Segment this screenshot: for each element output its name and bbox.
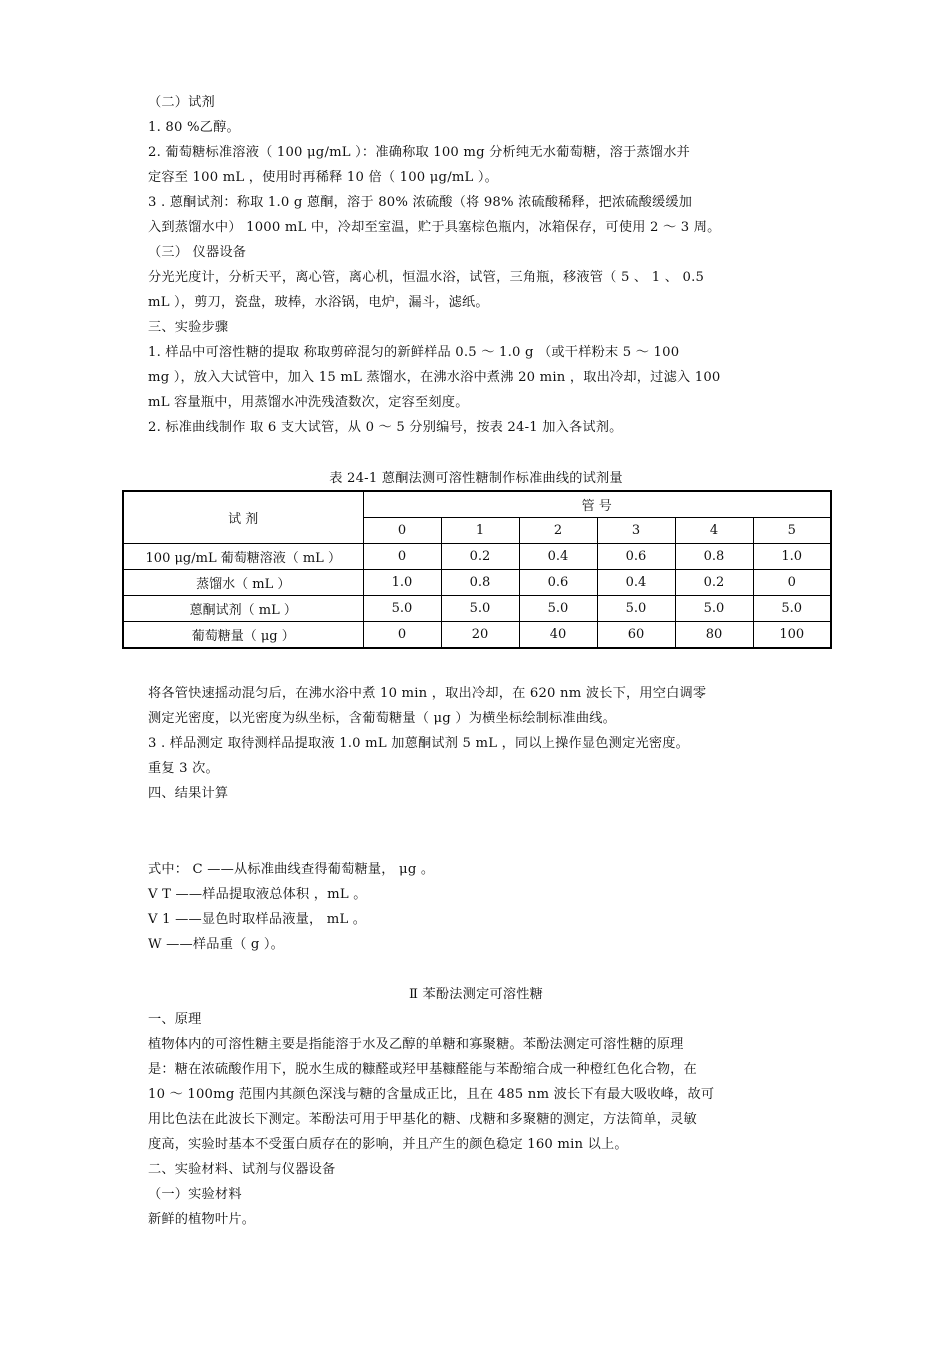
paragraph-line: 是：糖在浓硫酸作用下，脱水生成的糠醛或羟甲基糠醛能与苯酚缩合成一种橙红色化合物，在 — [148, 1062, 697, 1077]
table-cell: 1.0 — [753, 544, 831, 570]
section-title: Ⅱ 苯酚法测定可溶性糖 — [408, 987, 544, 1002]
table-cell: 0.6 — [519, 570, 597, 596]
table-cell: 0 — [753, 570, 831, 596]
tube-number-cell: 4 — [675, 518, 753, 544]
table-row — [123, 596, 831, 622]
row-label: 100 μg/mL 葡萄糖溶液（ mL ） — [123, 544, 363, 570]
table-cell: 5.0 — [753, 596, 831, 622]
paragraph-line: mL 容量瓶中，用蒸馏水冲洗残渣数次，定容至刻度。 — [148, 395, 469, 410]
table-cell: 5.0 — [441, 596, 519, 622]
tube-number-cell: 2 — [519, 518, 597, 544]
subheading-equipment: （三） 仪器设备 — [148, 245, 247, 260]
table-header-row — [123, 491, 831, 518]
table-cell: 0.8 — [675, 544, 753, 570]
paragraph-line: 将各管快速摇动混匀后，在沸水浴中煮 10 min ，取出冷却，在 620 nm 波长下，用空白调零 — [148, 686, 707, 701]
paragraph-line: 植物体内的可溶性糖主要是指能溶于水及乙醇的单糖和寡聚糖。苯酚法测定可溶性糖的原理 — [148, 1037, 684, 1052]
paragraph-line: 1. 样品中可溶性糖的提取 称取剪碎混匀的新鲜样品 0.5 ～ 1.0 g （或干样粉末 5 ～ 100 — [148, 345, 680, 360]
paragraph-line: 用比色法在此波长下测定。苯酚法可用于甲基化的糖、戊糖和多聚糖的测定，方法简单，灵敏 — [148, 1112, 697, 1127]
header-tube-number: 管 号 — [363, 491, 831, 518]
paragraph-line: 10 ～ 100mg 范围内其颜色深浅与糖的含量成正比，且在 485 nm 波长下有最大吸收峰，故可 — [148, 1087, 715, 1102]
section-heading-principle: 一、原理 — [148, 1012, 202, 1027]
paragraph-line: 测定光密度，以光密度为纵坐标，含葡萄糖量（ μg ）为横坐标绘制标准曲线。 — [148, 711, 616, 726]
paragraph-line: mg ），放入大试管中，加入 15 mL 蒸馏水，在沸水浴中煮沸 20 min ，取出冷却，过滤入 100 — [148, 370, 721, 385]
paragraph-line: 新鲜的植物叶片。 — [148, 1212, 256, 1227]
tube-number-cell: 3 — [597, 518, 675, 544]
tube-number-cell: 0 — [363, 518, 441, 544]
table-cell: 0.2 — [675, 570, 753, 596]
table-cell: 80 — [675, 622, 753, 649]
table-cell: 5.0 — [675, 596, 753, 622]
table-cell: 5.0 — [363, 596, 441, 622]
paragraph-line: 入到蒸馏水中） 1000 mL 中，冷却至室温，贮于具塞棕色瓶内，冰箱保存，可使用 2 ～ 3 周。 — [148, 220, 721, 235]
table-cell: 60 — [597, 622, 675, 649]
paragraph-line: 2. 葡萄糖标准溶液（ 100 μg/mL ）：准确称取 100 mg 分析纯无水葡萄糖，溶于蒸馏水并 — [148, 145, 690, 160]
table-cell: 20 — [441, 622, 519, 649]
table-cell: 5.0 — [597, 596, 675, 622]
table-row — [123, 570, 831, 596]
table-cell: 1.0 — [363, 570, 441, 596]
row-label: 蒸馏水（ mL ） — [123, 570, 363, 596]
definition-line: 式中： C ——从标准曲线查得葡萄糖量， μg 。 — [148, 862, 435, 877]
subheading-reagents: （二）试剂 — [148, 95, 215, 110]
table-row — [123, 544, 831, 570]
table-cell: 0.6 — [597, 544, 675, 570]
subheading-materials: （一）实验材料 — [148, 1187, 242, 1202]
definition-line: V 1 ——显色时取样品液量， mL 。 — [148, 912, 367, 927]
table-row — [123, 622, 831, 649]
table-cell: 0.2 — [441, 544, 519, 570]
header-reagent: 试 剂 — [123, 491, 363, 544]
section-heading-steps: 三、实验步骤 — [148, 320, 229, 335]
paragraph-line: 3 . 样品测定 取待测样品提取液 1.0 mL 加蒽酮试剂 5 mL ，同以上操作显色测定光密度。 — [148, 736, 690, 751]
reagent-table — [122, 490, 832, 649]
row-label: 蒽酮试剂（ mL ） — [123, 596, 363, 622]
tube-number-cell: 5 — [753, 518, 831, 544]
paragraph-line: 2. 标准曲线制作 取 6 支大试管，从 0 ～ 5 分别编号，按表 24-1 加入各试剂。 — [148, 420, 623, 435]
table-cell: 0 — [363, 544, 441, 570]
paragraph-line: mL ），剪刀，瓷盘，玻棒，水浴锅，电炉，漏斗，滤纸。 — [148, 295, 489, 310]
table-caption: 表 24-1 蒽酮法测可溶性糖制作标准曲线的试剂量 — [329, 471, 623, 486]
paragraph-line: 定容至 100 mL ，使用时再稀释 10 倍（ 100 μg/mL ）。 — [148, 170, 499, 185]
table-cell: 0.4 — [597, 570, 675, 596]
row-label: 葡萄糖量（ μg ） — [123, 622, 363, 649]
paragraph-line: 重复 3 次。 — [148, 761, 219, 776]
definition-line: V T ——样品提取液总体积 ，mL 。 — [148, 887, 367, 902]
table-cell: 0 — [363, 622, 441, 649]
table-cell: 0.4 — [519, 544, 597, 570]
definition-line: W ——样品重（ g ）。 — [148, 937, 285, 952]
section-heading-materials: 二、实验材料、试剂与仪器设备 — [148, 1162, 336, 1177]
section-heading-results: 四、结果计算 — [148, 786, 229, 801]
table-cell: 100 — [753, 622, 831, 649]
table-cell: 40 — [519, 622, 597, 649]
paragraph-line: 1. 80 %乙醇。 — [148, 120, 240, 135]
table-cell: 0.8 — [441, 570, 519, 596]
paragraph-line: 分光光度计，分析天平，离心管，离心机，恒温水浴，试管，三角瓶，移液管（ 5 、 1 、 0.5 — [148, 270, 705, 285]
tube-number-cell: 1 — [441, 518, 519, 544]
paragraph-line: 度高，实验时基本不受蛋白质存在的影响，并且产生的颜色稳定 160 min 以上。 — [148, 1137, 628, 1152]
paragraph-line: 3 . 蒽酮试剂：称取 1.0 g 蒽酮，溶于 80% 浓硫酸（将 98% 浓硫酸稀释，把浓硫酸缓缓加 — [148, 195, 693, 210]
table-cell: 5.0 — [519, 596, 597, 622]
